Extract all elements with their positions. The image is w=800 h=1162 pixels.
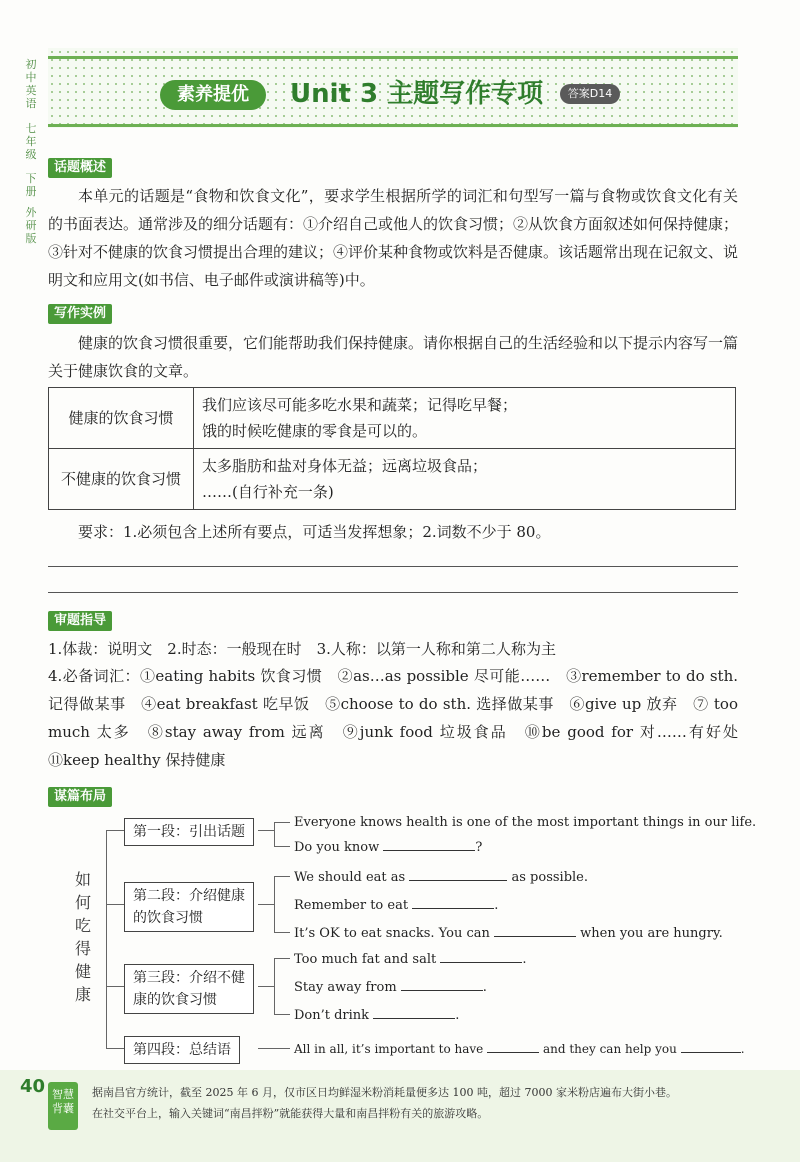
guide-line-1: 1.体裁：说明文 2.时态：一般现在时 3.人称：以第一人称和第二人称为主 (48, 640, 556, 658)
writing-line[interactable] (48, 566, 738, 567)
bracket-link (258, 830, 274, 831)
table-line: 我们应该尽可能多吃水果和蔬菜；记得吃早餐； (202, 396, 518, 414)
overview-text: 本单元的话题是“食物和饮食文化”，要求学生根据所学的词汇和句型写一篇与食物或饮食文化有关的书面表达。通常涉及的细分话题有：①介绍自己或他人的饮食习惯；②从饮食方面叙述如何保持健康；③针对不健康的饮食习惯提出合理的建议；④评价某种食物或饮料是否健康。该话题常出现在记叙文、说明文和应用文(如书信、电子邮件或演讲稿等)中。 (48, 187, 739, 289)
sentence: We should eat as as possible. (294, 870, 589, 885)
sidebar-grade: 初 中 英 语 (25, 58, 37, 110)
bracket-tick (274, 846, 290, 847)
layout-node-2: 第二段：介绍健康 的饮食习惯 (124, 882, 254, 932)
sidebar-edition: 外 研 版 (25, 206, 37, 245)
answer-blank[interactable] (487, 1040, 539, 1053)
layout-node-4: 第四段：总结语 (124, 1036, 240, 1064)
table-row (49, 449, 736, 510)
table-line: ……(自行补充一条) (202, 483, 334, 501)
layout-center-label: 如 何 吃 得 健 康 (74, 870, 91, 1004)
sentence: Do you know ? (294, 840, 483, 855)
requirement-text: 要求：1.必须包含上述所有要点，可适当发挥想象；2.词数不少于 80。 (78, 523, 551, 541)
table-head-unhealthy: 不健康的饮食习惯 (49, 449, 194, 510)
sentence: All in all, it’s important to have and they can help you . (294, 1042, 745, 1056)
layout-node-1: 第一段：引出话题 (124, 818, 254, 846)
bracket-link (258, 904, 274, 905)
table-line: 太多脂肪和盐对身体无益；远离垃圾食品； (202, 457, 488, 475)
page-title: Unit 3 主题写作专项 (290, 79, 544, 109)
layout-node-3: 第三段：介绍不健 康的饮食习惯 (124, 964, 254, 1014)
table-cell-healthy (194, 388, 736, 449)
section-label-overview: 话题概述 (48, 158, 112, 178)
sentence: It’s OK to eat snacks. You can when you are hungry. (294, 926, 723, 941)
footer-text: 据南昌官方统计，截至 2025 年 6 月，仅市区日均鲜湿米粉消耗量便多达 100 吨，超过 7000 家米粉店遍布大街小巷。 在社交平台上，输入关键词“南昌拌粉”就能获得大量和南昌拌粉有关的旅游攻略。 (92, 1086, 677, 1120)
bracket-tick (274, 958, 290, 959)
header-top-line (48, 56, 738, 59)
guide-line-2: 4.必备词汇：①eating habits 饮食习惯 ②as…as possible 尽可能…… ③remember to do sth. 记得做某事 ④eat breakfast 吃早饭 ⑤choose to do sth. 选择做某事 ⑥give up 放弃 ⑦ too much 太多 ⑧stay away from 远离 ⑨junk food 垃圾食品 ⑩be good for 对……有好处 ⑪keep healthy 保持健康 (48, 667, 754, 769)
bracket-tick (106, 830, 124, 831)
answer-blank[interactable] (401, 978, 483, 991)
bracket-tick (106, 986, 124, 987)
sentence: Stay away from . (294, 980, 487, 995)
answer-blank[interactable] (440, 950, 522, 963)
bracket-tick (274, 822, 290, 823)
answer-blank[interactable] (409, 868, 507, 881)
sentence: Don’t drink . (294, 1008, 460, 1023)
section-label-guide: 审题指导 (48, 611, 112, 631)
answer-blank[interactable] (373, 1006, 455, 1019)
answer-ref-badge: 答案D14 (560, 84, 620, 104)
sidebar-level: 七 年 级 (25, 122, 37, 161)
header-bottom-line (48, 124, 738, 127)
bracket-tick (274, 932, 290, 933)
writing-line[interactable] (48, 592, 738, 593)
section-label-example: 写作实例 (48, 304, 112, 324)
sentence: Too much fat and salt . (294, 952, 527, 967)
bracket-link (258, 986, 274, 987)
table-cell-unhealthy (194, 449, 736, 510)
example-text: 健康的饮食习惯很重要，它们能帮助我们保持健康。请你根据自己的生活经验和以下提示内容写一篇关于健康饮食的文章。 (48, 334, 739, 380)
sentence: Everyone knows health is one of the most important things in our life. (294, 815, 757, 830)
bracket-link (258, 1048, 290, 1049)
bracket-tick (106, 1048, 124, 1049)
bracket-tick (274, 876, 290, 877)
answer-blank[interactable] (681, 1040, 741, 1053)
answer-blank[interactable] (412, 896, 494, 909)
sidebar-volume: 下 册 (25, 172, 37, 198)
sentence: Remember to eat . (294, 898, 499, 913)
answer-blank[interactable] (494, 924, 576, 937)
table-row (49, 388, 736, 449)
hints-table (48, 387, 736, 510)
table-head-healthy: 健康的饮食习惯 (49, 388, 194, 449)
table-line: 饿的时候吃健康的零食是可以的。 (202, 422, 428, 440)
answer-blank[interactable] (383, 838, 475, 851)
bracket-tick (274, 1014, 290, 1015)
bracket-sub (274, 958, 275, 1014)
bracket-sub (274, 876, 275, 932)
bracket-main (106, 830, 107, 1048)
bracket-tick (106, 904, 124, 905)
bracket-sub (274, 822, 275, 846)
page-number: 40 (20, 1076, 46, 1097)
section-label-layout: 谋篇布局 (48, 787, 112, 807)
footer-tag: 智慧 背囊 (48, 1082, 78, 1130)
header-tag: 素养提优 (160, 80, 266, 110)
